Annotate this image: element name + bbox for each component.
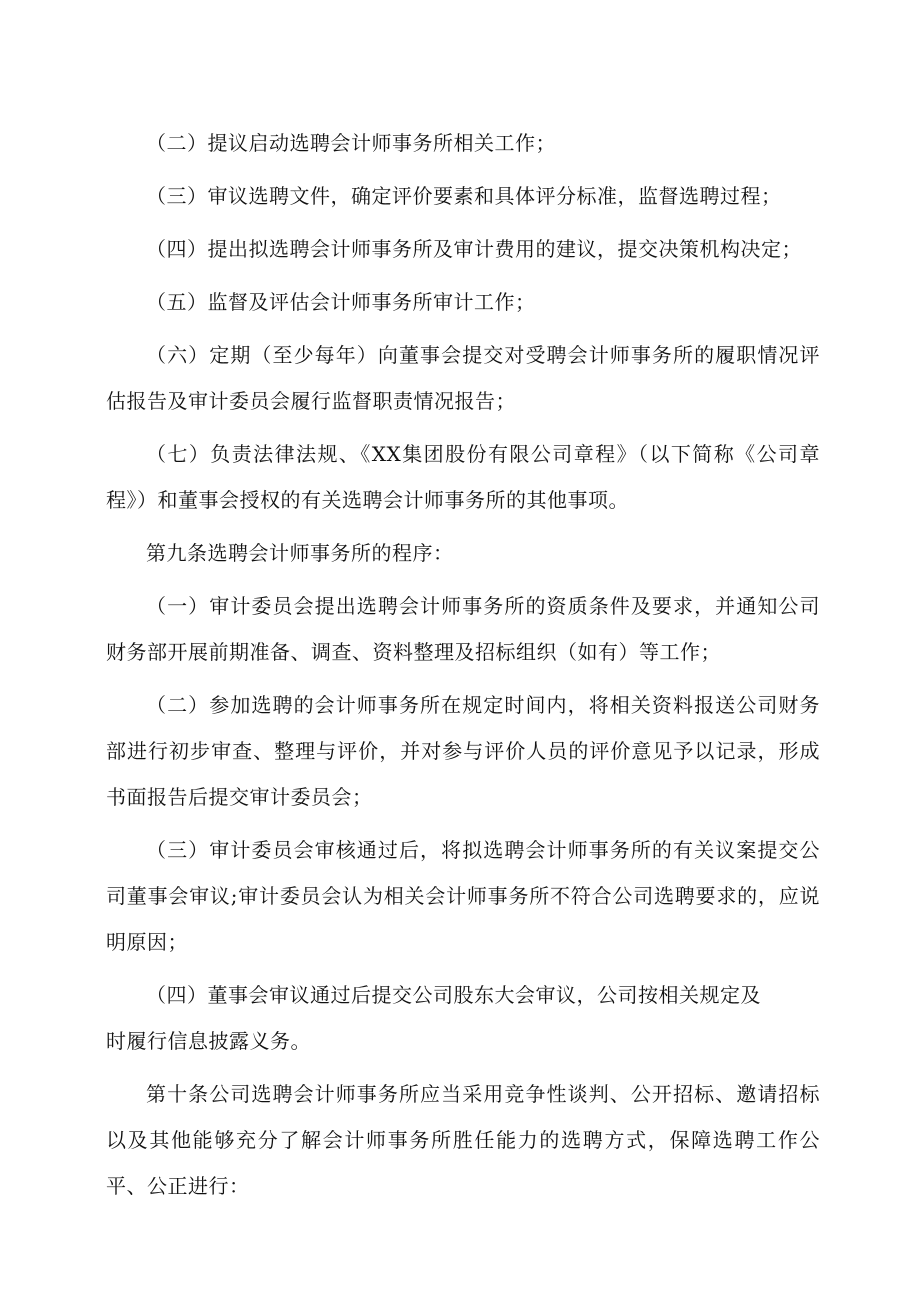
paragraph-3: （三）审议选聘文件，确定评价要素和具体评分标准，监督选聘过程；	[146, 184, 782, 208]
paragraph-7: （七）负责法律法规、《XX集团股份有限公司章程》（以下简称《公司章程》）和董事会授权的有关选聘会计师事务所的其他事项。	[106, 442, 820, 512]
procedure-item-4-continued: 时履行信息披露义务。	[106, 1029, 311, 1053]
paragraph-6: （六）定期（至少每年）向董事会提交对受聘会计师事务所的履职情况评估报告及审计委员会履行监督职责情况报告；	[106, 343, 820, 413]
paragraph-4: （四）提出拟选聘会计师事务所及审计费用的建议，提交决策机构决定；	[146, 237, 802, 261]
procedure-item-1: （一）审计委员会提出选聘会计师事务所的资质条件及要求，并通知公司财务部开展前期准备、调查、资料整理及招标组织（如有）等工作；	[106, 594, 820, 664]
article-10: 第十条公司选聘会计师事务所应当采用竞争性谈判、公开招标、邀请招标以及其他能够充分了解会计师事务所胜任能力的选聘方式，保障选聘工作公平、公正进行：	[106, 1082, 820, 1198]
paragraph-5: （五）监督及评估会计师事务所审计工作；	[146, 290, 536, 314]
procedure-item-4: （四）董事会审议通过后提交公司股东大会审议，公司按相关规定及	[146, 983, 761, 1007]
procedure-item-2: （二）参加选聘的会计师事务所在规定时间内，将相关资料报送公司财务部进行初步审查、整理与评价，并对参与评价人员的评价意见予以记录，形成书面报告后提交审计委员会；	[106, 693, 820, 809]
paragraph-2: （二）提议启动选聘会计师事务所相关工作；	[146, 131, 556, 155]
procedure-item-3: （三）审计委员会审核通过后，将拟选聘会计师事务所的有关议案提交公司董事会审议;审计委员会认为相关会计师事务所不符合公司选聘要求的，应说明原因；	[106, 838, 820, 954]
document-body	[106, 120, 820, 1216]
article-9-heading: 第九条选聘会计师事务所的程序：	[146, 541, 454, 565]
